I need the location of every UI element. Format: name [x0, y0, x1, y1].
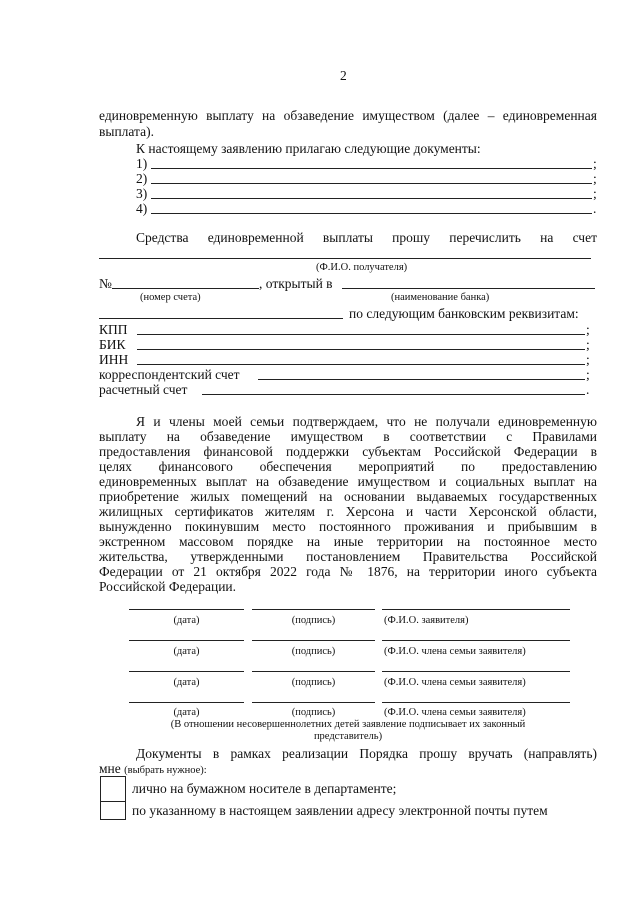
sig-row-3-sign-caption: (подпись) [291, 677, 336, 688]
option-email-label: по указанному в настоящем заявлении адресу электронной почты путем [132, 803, 548, 818]
sig-row-2-date-caption: (дата) [173, 646, 200, 657]
bank-extra-line[interactable] [99, 318, 343, 319]
requisites-label: по следующим банковским реквизитам: [349, 306, 579, 321]
sig-row-1-sign-line[interactable] [252, 609, 375, 610]
transfer-line: Средства единовременной выплаты прошу перечислить на счет [136, 230, 597, 245]
sig-row-3-date-caption: (дата) [173, 677, 200, 688]
option-email-checkbox[interactable] [100, 801, 126, 820]
sig-row-4-date-caption: (дата) [173, 707, 200, 718]
sig-row-3-date-line[interactable] [129, 671, 244, 672]
sig-row-1-sign-caption: (подпись) [291, 615, 336, 626]
doc-item-2-end: ; [593, 171, 597, 186]
sig-row-1-name-line[interactable] [382, 609, 570, 610]
confirm-line-10: жительства, утвержденными постановлением Правительства Российской [99, 549, 597, 564]
confirm-line-6: приобретение жилых помещений на основании выдаваемых государственных [99, 489, 597, 504]
sig-row-2-name-caption: (Ф.И.О. члена семьи заявителя) [384, 646, 526, 657]
sig-row-2-name-line[interactable] [382, 640, 570, 641]
sig-row-1-name-caption: (Ф.И.О. заявителя) [384, 615, 469, 626]
sig-row-2-sign-caption: (подпись) [291, 646, 336, 657]
doc-item-1-end: ; [593, 156, 597, 171]
account-number-caption: (номер счета) [140, 292, 201, 303]
account-number-label: № [99, 276, 112, 291]
opened-in-label: , открытый в [259, 276, 333, 291]
doc-item-1-number: 1) [136, 156, 148, 171]
option-paper-label: лично на бумажном носителе в департаменте; [132, 781, 397, 796]
confirm-line-7: жилищных сертификатов жителям г. Херсона и части Херсонской области, [99, 504, 597, 519]
confirm-line-8: вынужденно покинувшим место постоянного проживания и прибывшим в [99, 519, 597, 534]
confirm-line-1: Я и члены моей семьи подтверждаем, что не получали единовременную [136, 414, 597, 429]
settlement-account-line[interactable] [202, 394, 585, 395]
sig-row-4-date-line[interactable] [129, 702, 244, 703]
intro-line-1: единовременную выплату на обзаведение имуществом (далее – единовременная [99, 108, 597, 123]
account-number-line[interactable] [112, 288, 259, 289]
doc-item-4-end: . [593, 201, 597, 216]
inn-line[interactable] [137, 364, 585, 365]
sig-row-1-date-caption: (дата) [173, 615, 200, 626]
corr-account-line[interactable] [258, 379, 585, 380]
sig-row-4-name-line[interactable] [382, 702, 570, 703]
confirm-line-11: Федерации от 21 октября 2022 года № 1876, на территории иного субъекта [99, 564, 597, 579]
sig-row-3-sign-line[interactable] [252, 671, 375, 672]
bank-name-caption: (наименование банка) [391, 292, 490, 303]
settlement-account-label: расчетный счет [99, 382, 188, 397]
kpp-line[interactable] [137, 334, 585, 335]
doc-item-3-end: ; [593, 186, 597, 201]
doc-item-2-number: 2) [136, 171, 148, 186]
sig-row-3-name-caption: (Ф.И.О. члена семьи заявителя) [384, 677, 526, 688]
bik-label: БИК [99, 337, 126, 352]
recipient-caption: (Ф.И.О. получателя) [316, 262, 408, 273]
sig-row-2-date-line[interactable] [129, 640, 244, 641]
delivery-me: мне [99, 761, 121, 776]
docs-heading: К настоящему заявлению прилагаю следующие документы: [136, 141, 481, 156]
corr-account-end: ; [586, 367, 590, 382]
kpp-label: КПП [99, 322, 128, 337]
delivery-line-2 [99, 761, 207, 777]
page-number: 2 [340, 68, 347, 83]
confirm-line-2: выплату на обзаведение имуществом в соответствии с Правилами [99, 429, 597, 444]
corr-account-label: корреспондентский счет [99, 367, 240, 382]
bik-line[interactable] [137, 349, 585, 350]
kpp-end: ; [586, 322, 590, 337]
inn-label: ИНН [99, 352, 129, 367]
delivery-choose-hint: (выбрать нужное): [124, 765, 207, 776]
inn-end: ; [586, 352, 590, 367]
confirm-line-4: целях финансового обеспечения мероприятий по предоставлению [99, 459, 597, 474]
delivery-line-1: Документы в рамках реализации Порядка прошу вручать (направлять) [136, 746, 597, 761]
option-paper-checkbox[interactable] [100, 776, 126, 802]
confirm-line-9: экстренном массовом порядке на иные территории на постоянное место [99, 534, 597, 549]
doc-item-4-line[interactable] [151, 213, 592, 214]
signature-note-line-2: представитель) [313, 731, 383, 742]
doc-item-3-number: 3) [136, 186, 148, 201]
doc-item-4-number: 4) [136, 201, 148, 216]
sig-row-2-sign-line[interactable] [252, 640, 375, 641]
bank-name-line[interactable] [342, 288, 595, 289]
doc-item-3-line[interactable] [151, 198, 592, 199]
signature-note-line-1: (В отношении несовершеннолетних детей заявление подписывает их законный [170, 719, 526, 730]
recipient-name-line[interactable] [99, 258, 591, 259]
bik-end: ; [586, 337, 590, 352]
doc-item-2-line[interactable] [151, 183, 592, 184]
intro-line-2: выплата). [99, 124, 154, 139]
sig-row-4-sign-caption: (подпись) [291, 707, 336, 718]
sig-row-1-date-line[interactable] [129, 609, 244, 610]
confirm-line-5: единовременных выплат на обзаведение имуществом и социальных выплат на [99, 474, 597, 489]
settlement-account-end: . [586, 382, 590, 397]
confirm-line-3: предоставления финансовой поддержки субъектам Российской Федерации в [99, 444, 597, 459]
sig-row-4-name-caption: (Ф.И.О. члена семьи заявителя) [384, 707, 526, 718]
confirm-line-12: Российской Федерации. [99, 579, 237, 594]
sig-row-4-sign-line[interactable] [252, 702, 375, 703]
sig-row-3-name-line[interactable] [382, 671, 570, 672]
doc-item-1-line[interactable] [151, 168, 592, 169]
